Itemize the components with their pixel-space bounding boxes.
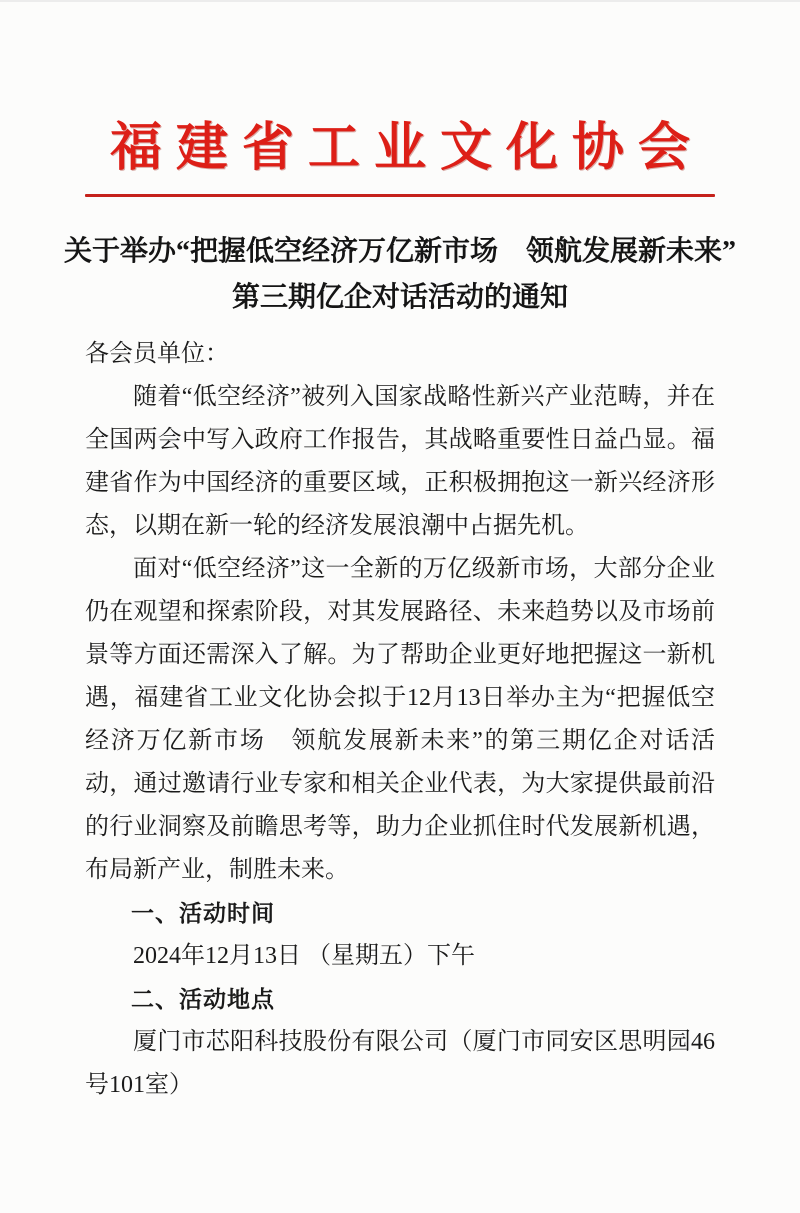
document-body <box>85 333 715 1107</box>
org-name-header: 福建省工业文化协会 <box>109 120 704 177</box>
section-1-heading: 一、活动时间 <box>131 900 275 926</box>
document-title-line2: 第三期亿企对话活动的通知 <box>231 282 568 313</box>
section-2-body-event-location: 厦门市芯阳科技股份有限公司（厦门市同安区思明园46号101室） <box>85 1029 715 1098</box>
document-title <box>60 229 740 321</box>
section-1-body-event-time: 2024年12月13日 （星期五）下午 <box>133 943 475 969</box>
body-paragraph-2: 面对“低空经济”这一全新的万亿级新市场，大部分企业仍在观望和探索阶段，对其发展路径、未来趋势以及市场前景等方面还需深入了解。为了帮助企业更好地把握这一新机遇，福建省工业文化协会拟于12月13日举办主为“把握低空经济万亿新市场 领航发展新未来”的第三期亿企对话活动，通过邀请行业专家和相关企业代表，为大家提供最前沿的行业洞察及前瞻思考等，助力企业抓住时代发展新机遇，布局新产业，制胜未来。 <box>85 556 715 883</box>
salutation: 各会员单位： <box>85 341 229 367</box>
document-title-line1: 关于举办“把握低空经济万亿新市场 领航发展新未来” <box>63 236 736 267</box>
red-divider-rule <box>85 194 715 197</box>
section-2-heading: 二、活动地点 <box>131 986 275 1012</box>
body-paragraph-1: 随着“低空经济”被列入国家战略性新兴产业范畴，并在全国两会中写入政府工作报告，其战略重要性日益凸显。福建省作为中国经济的重要区域，正积极拥抱这一新兴经济形态，以期在新一轮的经济发展浪潮中占据先机。 <box>85 384 715 539</box>
